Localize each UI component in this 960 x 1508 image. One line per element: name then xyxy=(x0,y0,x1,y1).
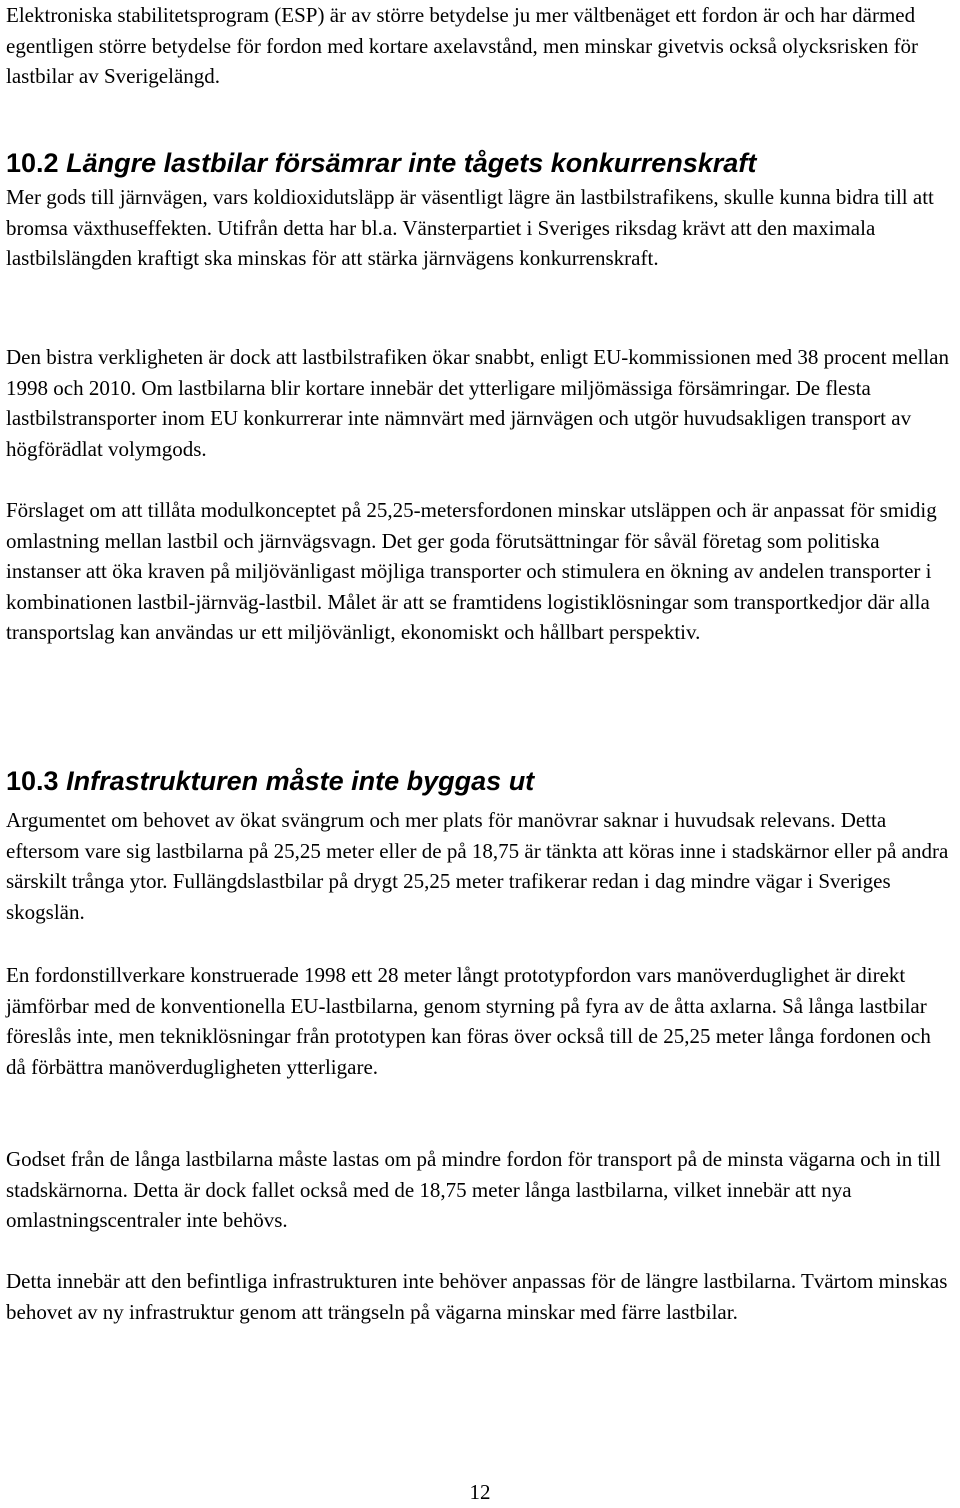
intro-paragraph: Elektroniska stabilitetsprogram (ESP) är av större betydelse ju mer vältbenäget ett fordon är och har därmed egentligen större betydelse för fordon med kortare axelavstånd, men minskar givetvis också olycksrisken för lastbilar av Sverigelängd. xyxy=(6,3,919,88)
section-title: Infrastrukturen måste inte byggas ut xyxy=(66,766,535,796)
section-10-3-paragraph-2: En fordonstillverkare konstruerade 1998 ett 28 meter långt prototypfordon vars manöverduglighet är direkt jämförbar med de konventionella EU-lastbilarna, genom styrning på fyra av de åtta axlarna. Så långa lastbilar föreslås inte, men tekniklösningar från prototypen kan föras över också till de 25,25 meter långa fordonen och då förbättra manöverdugligheten ytterligare. xyxy=(6,963,931,1079)
section-10-3-paragraph-4: Detta innebär att den befintliga infrastrukturen inte behöver anpassas för de längre lastbilarna. Tvärtom minskas behovet av ny infrastruktur genom att trängseln på vägarna minskar med färre lastbilar. xyxy=(6,1269,948,1324)
section-number: 10.3 xyxy=(6,766,59,796)
section-10-2-paragraph-3: Förslaget om att tillåta modulkonceptet på 25,25-metersfordonen minskar utsläppen och är anpassat för smidig omlastning mellan lastbil och järnvägsvagn. Det ger goda förutsättningar för såväl företag som politiska instanser att öka kraven på miljövänligast möjliga transporter och stimulera en ökning av andelen transporter i kombinationen lastbil-järnväg-lastbil. Målet är att se framtidens logistiklösningar som transportkedjor där alla transportslag kan användas ur ett miljövänligt, ekonomiskt och hållbart perspektiv. xyxy=(6,498,937,644)
section-heading-10-3 xyxy=(6,764,534,798)
section-title: Längre lastbilar försämrar inte tågets konkurrenskraft xyxy=(66,148,757,178)
section-10-3-paragraph-3: Godset från de långa lastbilarna måste lastas om på mindre fordon för transport på de minsta vägarna och in till stadskärnorna. Detta är dock fallet också med de 18,75 meter långa lastbilarna, vilket innebär att nya omlastningscentraler inte behövs. xyxy=(6,1147,941,1232)
section-10-3-paragraph-1: Argumentet om behovet av ökat svängrum och mer plats för manövrar saknar i huvudsak relevans. Detta eftersom vare sig lastbilarna på 25,25 meter eller de på 18,75 är tänkta att köras inne i stadskärnor eller på andra särskilt trånga ytor. Fullängdslastbilar på drygt 25,25 meter trafikerar redan i dag mindre vägar i Sveriges skogslän. xyxy=(6,808,949,924)
section-10-2-paragraph-1: Mer gods till järnvägen, vars koldioxidutsläpp är väsentligt lägre än lastbilstrafikens, skulle kunna bidra till att bromsa växthuseffekten. Utifrån detta har bl.a. Vänsterpartiet i Sveriges riksdag krävt att den maximala lastbilslängden kraftigt ska minskas för att stärka järnvägens konkurrenskraft. xyxy=(6,185,934,270)
section-10-2-paragraph-2: Den bistra verkligheten är dock att lastbilstrafiken ökar snabbt, enligt EU-kommissionen med 38 procent mellan 1998 och 2010. Om lastbilarna blir kortare innebär det ytterligare miljömässiga försämringar. De flesta lastbilstransporter inom EU konkurrerar inte nämnvärt med järnvägen och utgör huvudsakligen transport av högförädlat volymgods. xyxy=(6,345,950,461)
page-number: 12 xyxy=(469,1480,491,1504)
section-heading-10-2 xyxy=(6,146,756,180)
section-number: 10.2 xyxy=(6,148,59,178)
